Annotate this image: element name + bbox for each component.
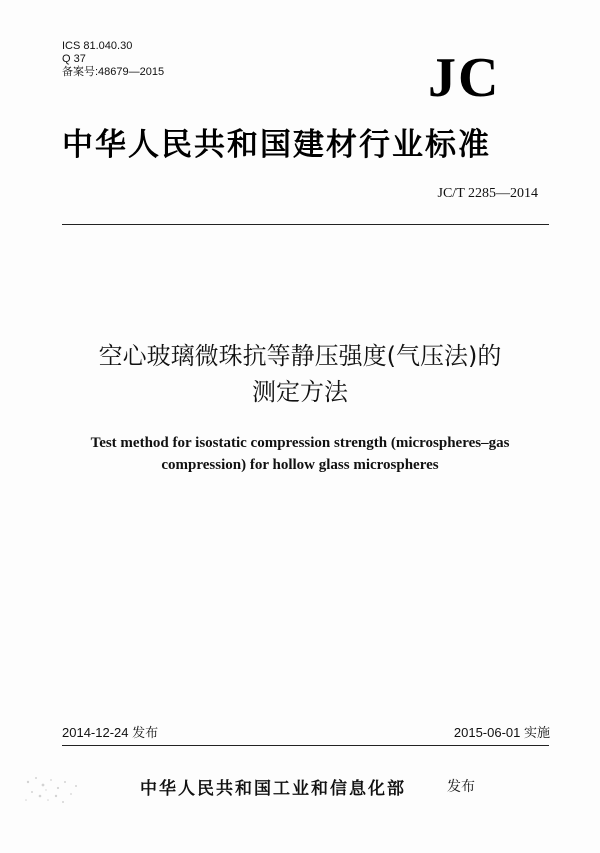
classification-codes	[62, 40, 164, 79]
publish-label: 发布	[447, 779, 475, 795]
title-en-line-1: Test method for isostatic compression strength (microspheres–gas	[90, 435, 510, 451]
jc-logo: JC	[428, 47, 501, 109]
standard-title: 中华人民共和国建材行业标准	[62, 127, 491, 163]
bottom-divider	[62, 745, 549, 746]
ics-code: ICS 81.040.30	[62, 40, 133, 52]
standard-number: JC/T 2285—2014	[437, 186, 538, 201]
implementation-date: 2015-06-01 实施	[453, 725, 550, 740]
document-title-en	[60, 432, 540, 476]
publisher-name: 中华人民共和国工业和信息化部	[140, 779, 406, 799]
issue-date: 2014-12-24 发布	[62, 725, 159, 740]
title-en-line-2: compression) for hollow glass microspheres	[161, 457, 439, 473]
faded-stamp-icon	[18, 770, 88, 810]
title-cn-line-1: 空心玻璃微珠抗等静压强度(气压法)的	[98, 342, 502, 370]
record-number: 备案号:48679—2015	[62, 66, 165, 78]
ccs-code: Q 37	[62, 53, 86, 65]
top-divider	[62, 224, 549, 225]
title-cn-line-2: 测定方法	[252, 378, 348, 406]
document-title-cn	[40, 338, 560, 410]
